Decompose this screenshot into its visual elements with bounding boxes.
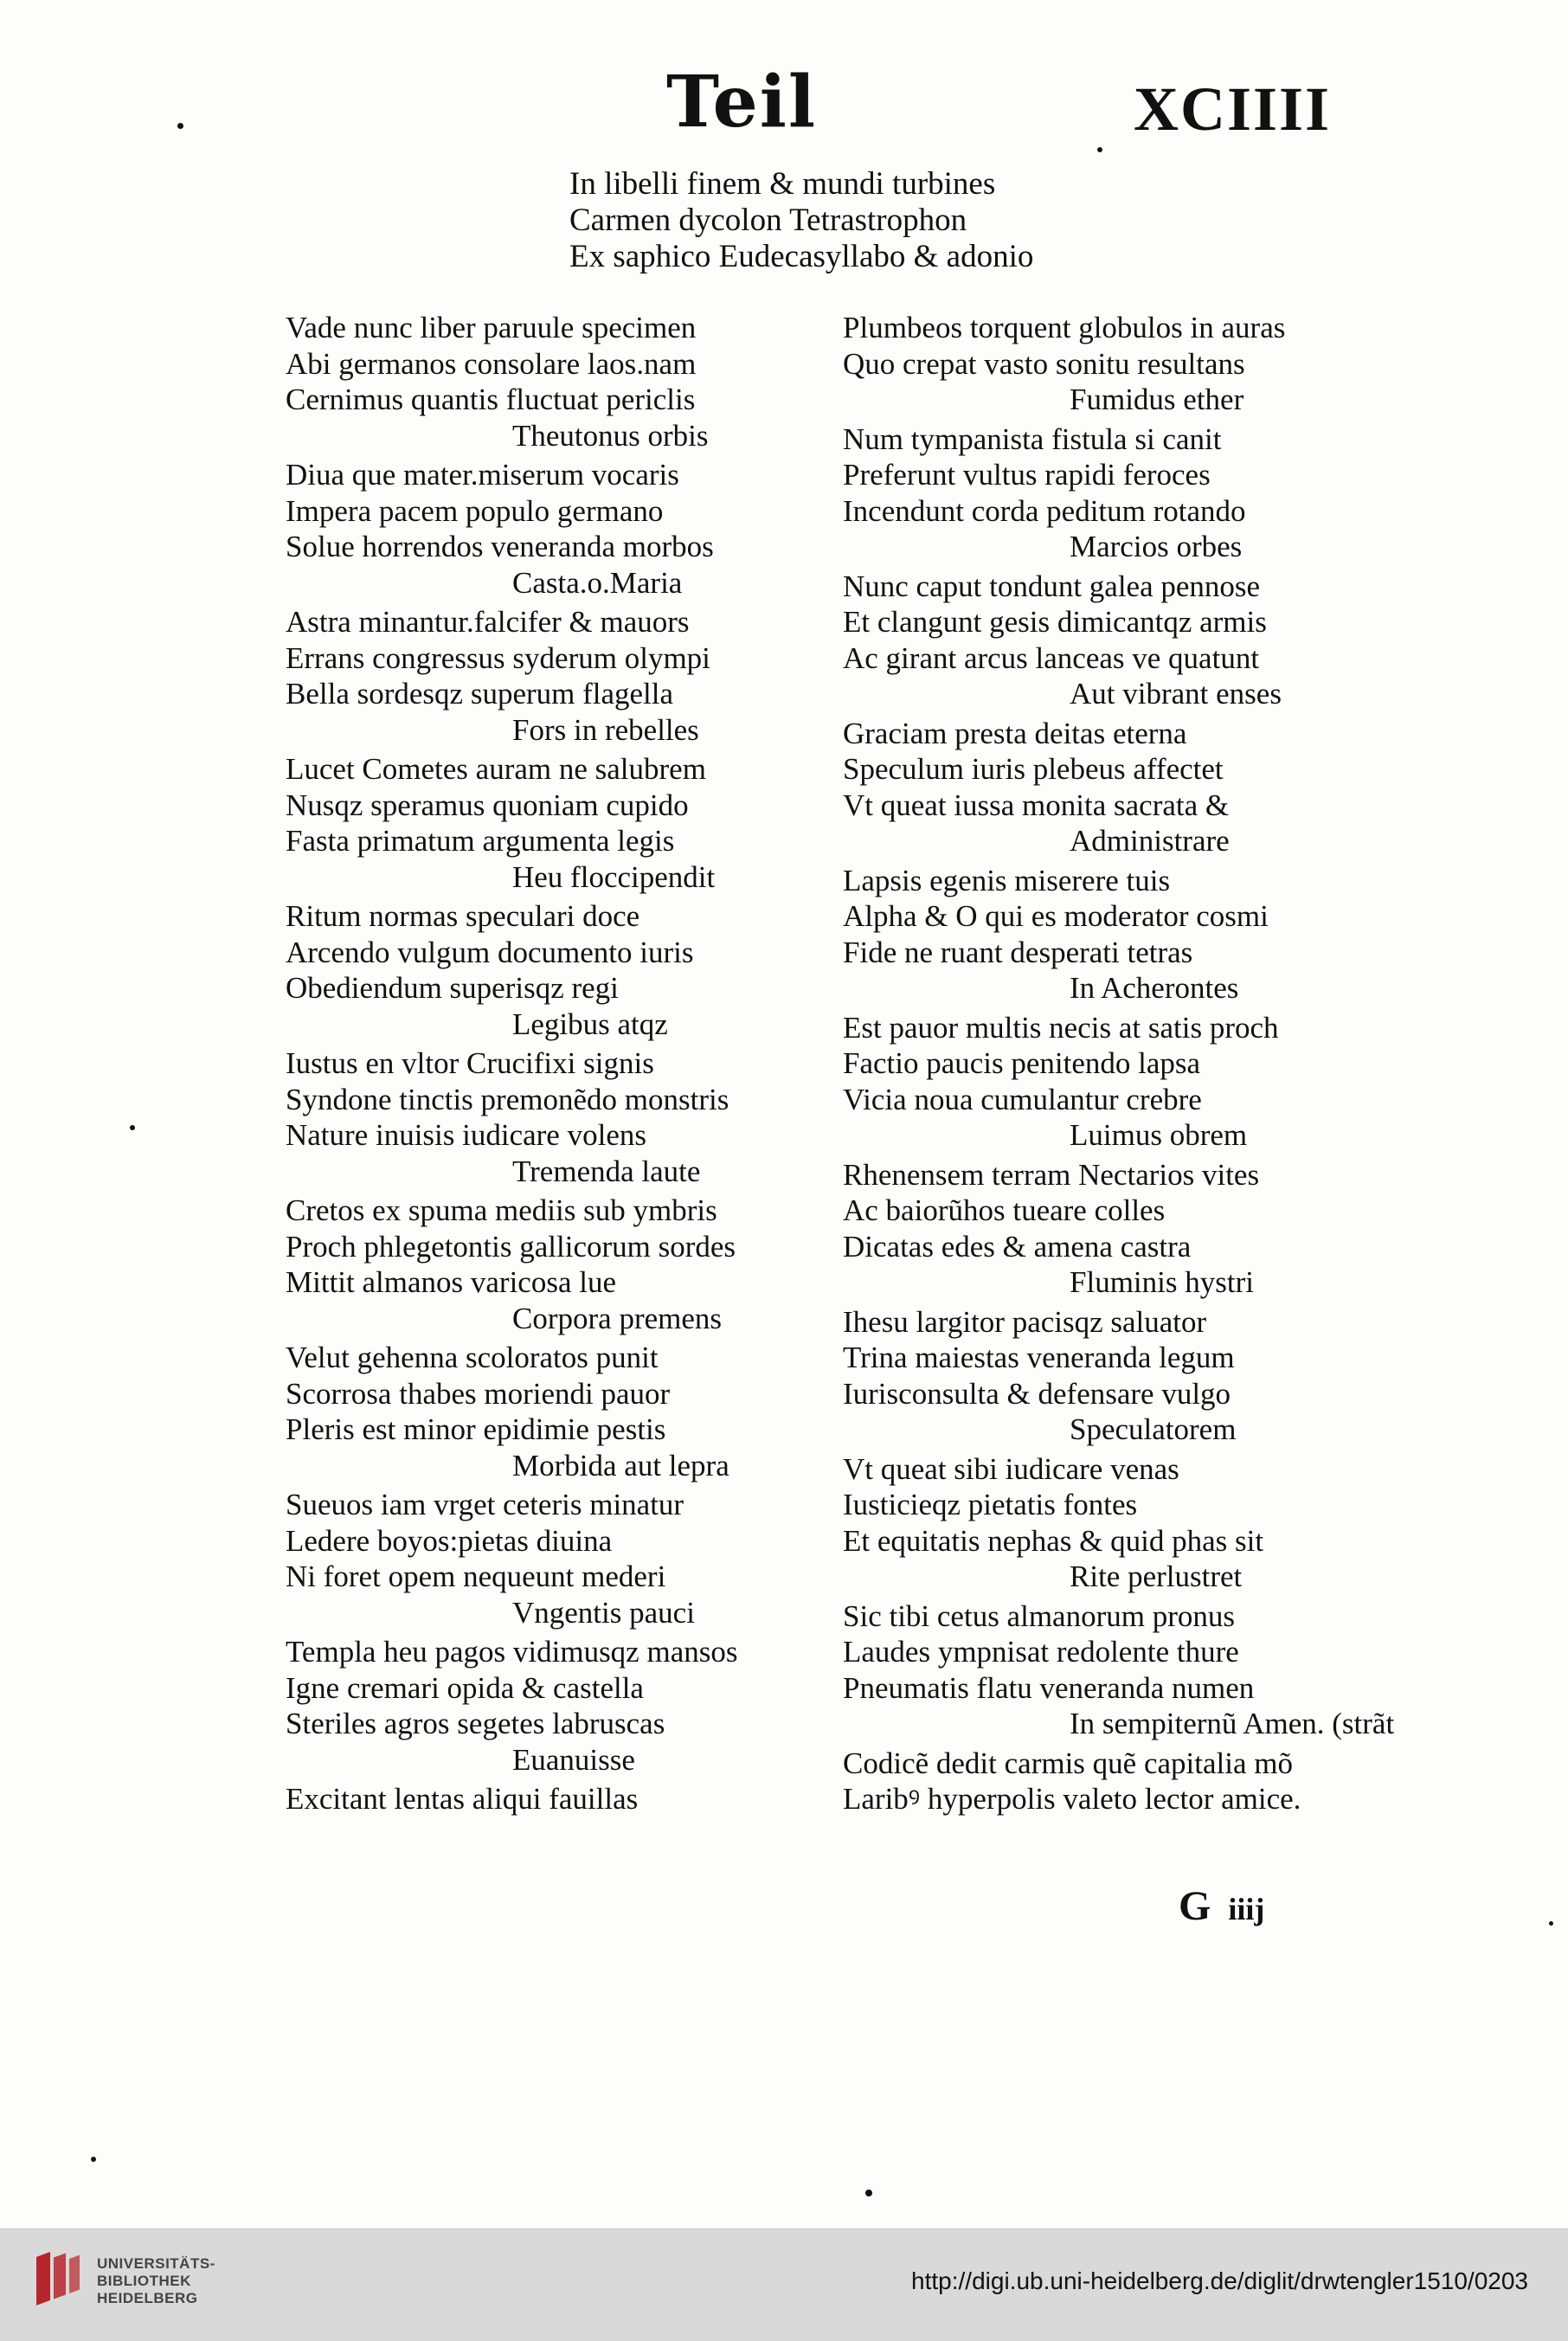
verse-line: Nature inuisis iudicare volens — [286, 1118, 646, 1152]
stanza — [286, 1045, 831, 1189]
ink-speck — [1097, 147, 1102, 152]
verse-line: Pleris est minor epidimie pestis — [286, 1412, 666, 1446]
verse-line: Vt queat iussa monita sacrata & — [843, 788, 1230, 822]
stanza — [286, 1340, 831, 1483]
verse-line: Sueuos iam vrget ceteris minatur — [286, 1488, 684, 1521]
adonic-line: In Acherontes — [1070, 971, 1239, 1005]
signature-number: iiij — [1228, 1892, 1265, 1926]
adonic-line: Vngentis pauci — [512, 1595, 695, 1630]
verse-line: Ledere boyos:pietas diuina — [286, 1523, 613, 1558]
stanza — [286, 751, 831, 895]
verse-line: Steriles agros segetes labruscas — [286, 1707, 665, 1740]
library-name-line: HEIDELBERG — [97, 2290, 198, 2306]
verse-line: Lapsis egenis miserere tuis — [843, 863, 1171, 897]
adonic-line: Fumidus ether — [1070, 383, 1244, 416]
adonic-line: Tremenda laute — [512, 1154, 701, 1188]
signature-mark — [1179, 1882, 1264, 1930]
viewer-footer — [0, 2228, 1568, 2341]
ink-speck — [1549, 1921, 1553, 1926]
adonic-line: Morbida aut lepra — [512, 1448, 729, 1482]
left-column — [286, 310, 831, 1821]
verse-line: Fasta primatum argumenta legis — [286, 824, 675, 858]
verse-line: Vt queat sibi iudicare venas — [843, 1451, 1179, 1486]
heading-line: Ex saphico Eudecasyllabo & adonio — [569, 239, 1034, 274]
adonic-line: Theutonus orbis — [512, 418, 709, 453]
stanza — [286, 604, 831, 748]
verse-line: Iustus en vltor Crucifixi signis — [286, 1046, 654, 1080]
adonic-line: Rite perlustret — [1070, 1560, 1243, 1593]
stanza — [843, 863, 1388, 1007]
adonic-line: Heu floccipendit — [512, 859, 716, 894]
stanza — [843, 1598, 1395, 1742]
verse-line: Factio paucis penitendo lapsa — [843, 1046, 1201, 1080]
verse-line: Vicia noua cumulantur crebre — [843, 1082, 1202, 1116]
verse-line: Mittit almanos varicosa lue — [286, 1265, 616, 1299]
verse-line: Plumbeos torquent globulos in auras — [843, 311, 1286, 344]
verse-line: Num tympanista fistula si canit — [843, 421, 1222, 456]
adonic-line: Luimus obrem — [1070, 1118, 1248, 1152]
university-logo-icon — [31, 2250, 87, 2312]
verse-line: Trina maiestas veneranda legum — [843, 1341, 1235, 1374]
stanza — [843, 421, 1388, 565]
adonic-line: Aut vibrant enses — [1070, 677, 1282, 711]
stanza — [286, 310, 831, 453]
verse-line: Igne cremari opida & castella — [286, 1670, 644, 1705]
verse-line: Arcendo vulgum documento iuris — [286, 935, 694, 969]
stanza — [843, 716, 1388, 859]
verse-line: Incendunt corda peditum rotando — [843, 493, 1246, 528]
stanza — [843, 569, 1388, 712]
verse-line: Cernimus quantis fluctuat periclis — [286, 383, 696, 416]
verse-line: Est pauor multis necis at satis proch — [843, 1010, 1279, 1045]
verse-line: Rhenensem terram Nectarios vites — [843, 1157, 1260, 1192]
right-column — [843, 310, 1395, 1821]
verse-line: Alpha & O qui es moderator cosmi — [843, 899, 1269, 933]
adonic-line: Corpora premens — [512, 1301, 723, 1335]
folio-number: XCIIII — [1134, 74, 1332, 144]
heading-line: Carmen dycolon Tetrastrophon — [569, 203, 967, 238]
ink-speck — [865, 2190, 872, 2196]
verse-line: Obediendum superisqz regi — [286, 971, 619, 1005]
verse-line: Ritum normas speculari doce — [286, 899, 640, 933]
verse-line: Fide ne ruant desperati tetras — [843, 935, 1193, 969]
heading-line: In libelli finem & mundi turbines — [569, 166, 996, 202]
verse-line: Sic tibi cetus almanorum pronus — [843, 1598, 1235, 1633]
verse-line: Laribꝰ hyperpolis valeto lector amice. — [843, 1782, 1301, 1816]
library-name — [97, 2255, 215, 2307]
stanza — [286, 457, 831, 601]
verse-line: Ni foret opem nequeunt mederi — [286, 1560, 666, 1593]
stanza — [843, 1304, 1388, 1448]
verse-line: Ac girant arcus lanceas ve quatunt — [843, 640, 1260, 675]
stanza — [286, 1487, 831, 1630]
adonic-line: Marcios orbes — [1070, 530, 1243, 563]
poem-heading — [569, 166, 1175, 275]
verse-line: Syndone tinctis premonẽdo monstris — [286, 1082, 729, 1116]
source-url[interactable]: http://digi.ub.uni-heidelberg.de/diglit/drwtengler1510/0203 — [911, 2267, 1528, 2294]
verse-line: Diua que mater.miserum vocaris — [286, 458, 679, 492]
ink-speck — [130, 1125, 135, 1130]
ink-speck — [91, 2157, 96, 2162]
adonic-line: In sempiternũ Amen. (strãt — [1070, 1707, 1395, 1740]
verse-line: Abi germanos consolare laos.nam — [286, 346, 697, 381]
verse-line: Nusqz speramus quoniam cupido — [286, 788, 689, 822]
verse-line: Preferunt vultus rapidi feroces — [843, 458, 1211, 492]
verse-line: Nunc caput tondunt galea pennose — [843, 569, 1261, 603]
signature-letter: G — [1179, 1883, 1211, 1929]
stanza — [286, 1781, 831, 1817]
verse-line: Quo crepat vasto sonitu resultans — [843, 346, 1245, 381]
library-name-line: BIBLIOTHEK — [97, 2273, 191, 2289]
adonic-line: Fluminis hystri — [1070, 1265, 1254, 1299]
adonic-line: Speculatorem — [1070, 1412, 1237, 1446]
verse-line: Iurisconsulta & defensare vulgo — [843, 1376, 1231, 1411]
stanza — [286, 1634, 831, 1778]
verse-line: Laudes ympnisat redolente thure — [843, 1635, 1239, 1669]
adonic-line: Casta.o.Maria — [512, 565, 683, 600]
stanza — [286, 898, 831, 1042]
verse-line: Graciam presta deitas eterna — [843, 716, 1187, 750]
verse-line: Scorrosa thabes moriendi pauor — [286, 1376, 671, 1411]
stanza — [843, 1010, 1388, 1154]
ink-speck — [177, 123, 183, 129]
verse-line: Codicẽ dedit carmis quẽ capitalia mõ — [843, 1746, 1293, 1780]
verse-line: Et clangunt gesis dimicantqz armis — [843, 605, 1267, 639]
running-title: Teil — [666, 61, 818, 144]
library-name-line: UNIVERSITÄTS- — [97, 2255, 215, 2272]
adonic-line: Fors in rebelles — [512, 712, 699, 747]
adonic-line: Euanuisse — [512, 1742, 635, 1777]
verse-line: Errans congressus syderum olympi — [286, 640, 710, 675]
verse-line: Iusticieqz pietatis fontes — [843, 1488, 1138, 1521]
adonic-line: Legibus atqz — [512, 1007, 668, 1041]
verse-line: Excitant lentas aliqui fauillas — [286, 1782, 639, 1816]
verse-line: Bella sordesqz superum flagella — [286, 677, 674, 711]
verse-line: Astra minantur.falcifer & mauors — [286, 605, 690, 639]
stanza — [286, 1193, 831, 1336]
verse-line: Proch phlegetontis gallicorum sordes — [286, 1229, 736, 1264]
adonic-line: Administrare — [1070, 824, 1230, 858]
stanza — [843, 1157, 1388, 1301]
verse-line: Et equitatis nephas & quid phas sit — [843, 1523, 1264, 1558]
verse-line: Impera pacem populo germano — [286, 493, 664, 528]
stanza — [843, 1451, 1388, 1595]
stanza — [843, 310, 1388, 418]
verse-line: Ac baiorũhos tueare colles — [843, 1193, 1166, 1227]
verse-line: Ihesu largitor pacisqz saluator — [843, 1304, 1207, 1339]
verse-line: Cretos ex spuma mediis sub ymbris — [286, 1193, 717, 1227]
verse-line: Solue horrendos veneranda morbos — [286, 530, 714, 563]
verse-line: Pneumatis flatu veneranda numen — [843, 1670, 1255, 1705]
verse-line: Templa heu pagos vidimusqz mansos — [286, 1635, 738, 1669]
verse-line: Lucet Cometes auram ne salubrem — [286, 752, 706, 786]
verse-line: Vade nunc liber paruule specimen — [286, 311, 697, 344]
verse-line: Speculum iuris plebeus affectet — [843, 752, 1224, 786]
verse-line: Velut gehenna scoloratos punit — [286, 1341, 659, 1374]
verse-line: Dicatas edes & amena castra — [843, 1229, 1192, 1264]
stanza — [843, 1746, 1388, 1817]
